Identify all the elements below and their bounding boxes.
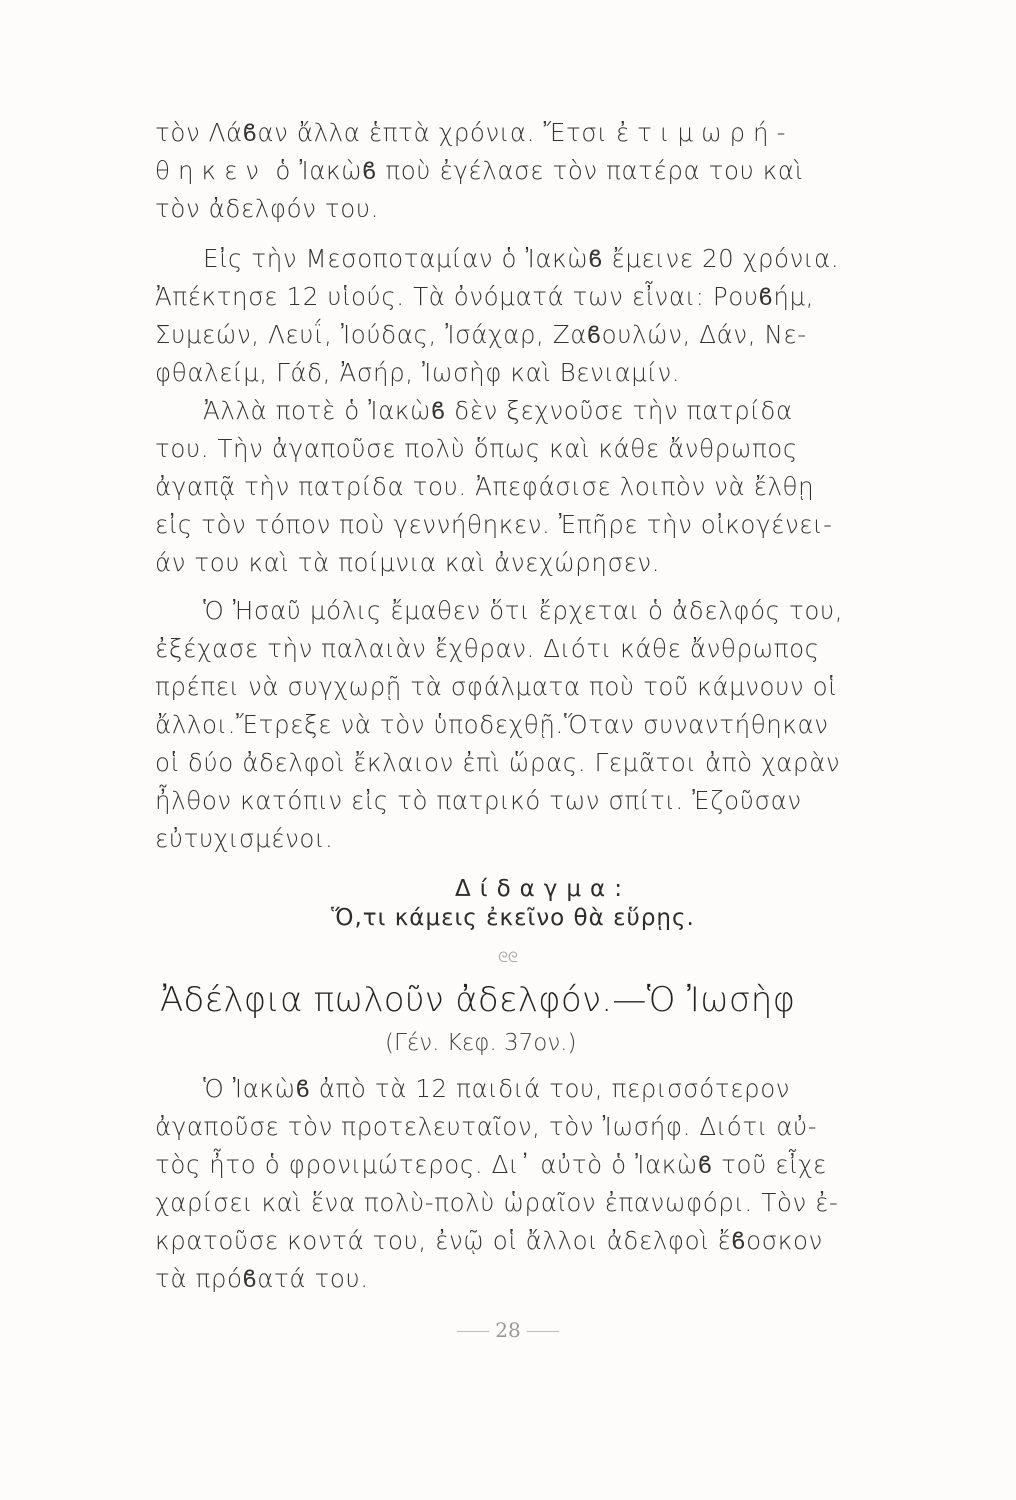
text-fragment: τὸν Λάϐαν ἄλλα ἑπτὰ χρόνια. Ἔτσι: [155, 118, 608, 147]
text-line: του. Τὴν ἀγαποῦσε πολὺ ὅπως καὶ κάθε ἄνθρωπος: [155, 434, 798, 463]
text-line: ἀγαπᾷ τὴν πατρίδα του. Ἀπεφάσισε λοιπὸν νὰ ἔλθῃ: [155, 472, 815, 501]
text-line: τὰ πρόϐατά του.: [155, 1264, 369, 1293]
page-number: [0, 1318, 1016, 1342]
text-line: Ὁ Ἰακὼϐ ἀπὸ τὰ 12 παιδιά του, περισσότερον: [203, 1074, 791, 1103]
page-number-value: 28: [495, 1318, 521, 1342]
moral-title: Δίδαγμα:: [455, 876, 631, 902]
text-fragment: ὁ Ἰακὼϐ ποὺ ἐγέλασε τὸν πατέρα του καὶ: [275, 156, 804, 185]
spaced-emphasis: θηκεν: [155, 156, 267, 185]
text-line: ἀγαποῦσε τὸν προτελευταῖον, τὸν Ἰωσήφ. Διότι αὐ-: [155, 1112, 818, 1141]
text-line: άν του καὶ τὰ ποίμνια καὶ ἀνεχώρησεν.: [155, 548, 661, 577]
text-line: πρέπει νὰ συγχωρῇ τὰ σφάλματα ποὺ τοῦ κάμνουν οἱ: [155, 672, 838, 701]
text-line: Ἀλλὰ ποτὲ ὁ Ἰακὼϐ δὲν ξεχνοῦσε τὴν πατρίδα: [203, 396, 793, 425]
text-line: ἦλθον κατόπιν εἰς τὸ πατρικό των σπίτι. Ἐζοῦσαν: [155, 786, 802, 815]
text-line: Ἀπέκτησε 12 υἱούς. Τὰ ὀνόματά των εἶναι: Ρουϐήμ,: [155, 282, 815, 311]
ornament-icon: ᘓᘓ: [498, 950, 518, 966]
text-line: [155, 114, 793, 152]
text-line: [155, 152, 804, 190]
text-line: Εἰς τὴν Μεσοποταμίαν ὁ Ἰακὼϐ ἔμεινε 20 χρόνια.: [203, 244, 840, 273]
text-line: τὸς ἦτο ὁ φρονιμώτερος. Δι᾽ αὐτὸ ὁ Ἰακὼϐ τοῦ εἶχε: [155, 1150, 827, 1179]
text-line: κρατοῦσε κοντά του, ἐνῷ οἱ ἄλλοι ἀδελφοὶ ἔϐοσκον: [155, 1226, 823, 1255]
text-line: ἄλλοι.Ἔτρεξε νὰ τὸν ὑποδεχθῇ.Ὅταν συναντήθηκαν: [155, 710, 829, 739]
text-line: εἰς τὸν τόπον ποὺ γεννήθηκεν. Ἐπῆρε τὴν οἰκογένει-: [155, 510, 833, 539]
text-line: εὐτυχισμένοι.: [155, 824, 334, 853]
text-line: τὸν ἀδελφόν του.: [155, 194, 380, 223]
page-number-dash-left: [457, 1331, 489, 1332]
text-line: Συμεών, Λευΐ, Ἰούδας, Ἰσάχαρ, Ζαϐουλών, Δάν, Νε-: [155, 320, 807, 349]
chapter-reference: (Γέν. Κεφ. 37ον.): [385, 1030, 577, 1056]
text-line: ἐξέχασε τὴν παλαιὰν ἔχθραν. Διότι κάθε ἄνθρωπος: [155, 634, 820, 663]
spaced-emphasis: ἐτιμωρή-: [615, 118, 794, 147]
text-line: οἱ δύο ἀδελφοὶ ἔκλαιον ἐπὶ ὥρας. Γεμᾶτοι ἀπὸ χαρὰν: [155, 748, 841, 777]
text-line: Ὁ Ἠσαῦ μόλις ἔμαθεν ὅτι ἔρχεται ὁ ἀδελφός του,: [203, 596, 844, 625]
page-number-dash-right: [527, 1331, 559, 1332]
moral-text: Ὅ,τι κάμεις ἐκεῖνο θὰ εὕρῃς.: [331, 905, 695, 931]
text-line: φθαλείμ, Γάδ, Ἀσήρ, Ἰωσὴφ καὶ Βενιαμίν.: [155, 358, 681, 387]
text-line: χαρίσει καὶ ἕνα πολὺ-πολὺ ὡραῖον ἐπανωφόρι. Τὸν ἐ-: [155, 1188, 839, 1217]
chapter-title: Ἀδέλφια πωλοῦν ἀδελφόν.—Ὁ Ἰωσὴφ: [160, 980, 796, 1020]
